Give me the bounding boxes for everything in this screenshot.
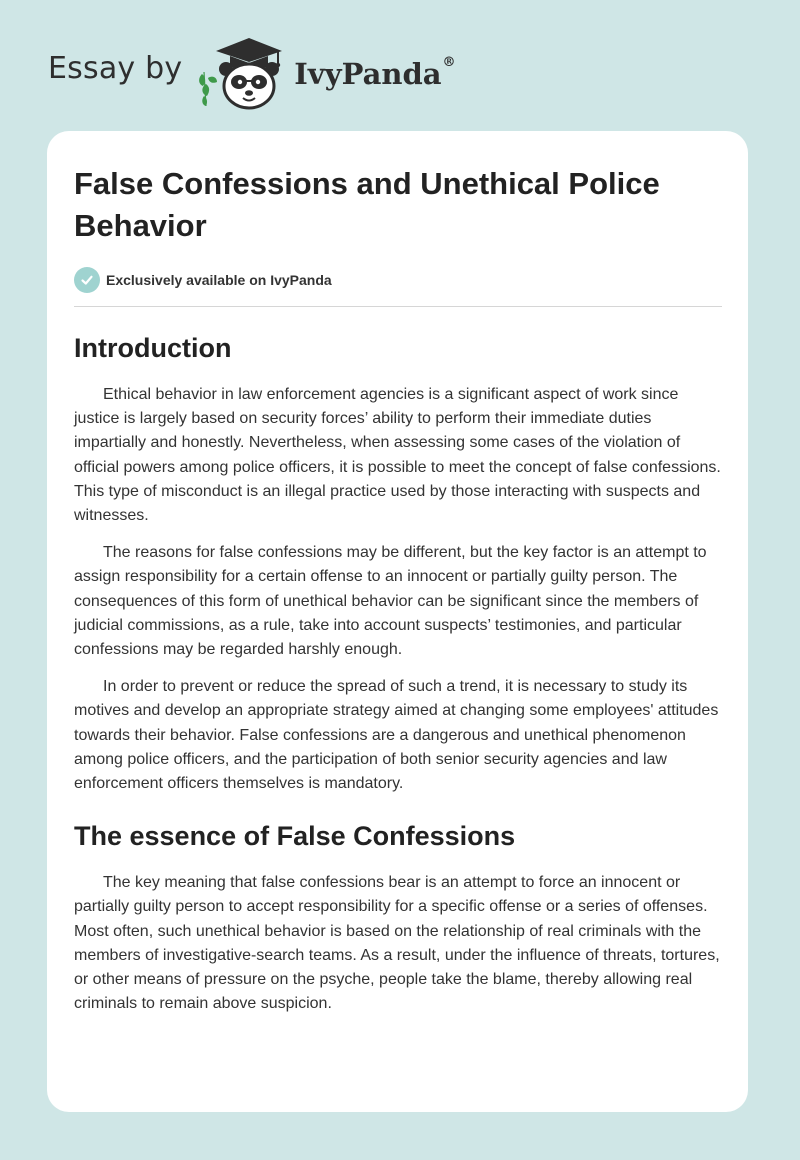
site-header — [48, 34, 456, 110]
check-icon — [74, 267, 100, 293]
paragraph: The key meaning that false confessions bear is an attempt to force an innocent or partially guilty person to accept responsibility for a specific offense or a series of offenses. Most often, such unethical behavior is based on the relationship of real criminals with the members of investigative-search teams. As a result, under the influence of threats, tortures, or other means of pressure on the psyche, people take the blame, thereby allowing real criminals to remain above suspicion. — [74, 874, 720, 1013]
exclusive-label: Exclusively available on IvyPanda — [106, 272, 332, 288]
paragraph: The reasons for false confessions may be different, but the key factor is an attempt to assign responsibility for a certain offense to an innocent or partially guilty person. The consequences of this form of unethical behavior can be significant since the members of judicial commissions, as a rule, take into account suspects’ testimonies, and particular confessions may be regarded harshly enough. — [74, 544, 707, 659]
paragraph: In order to prevent or reduce the spread of such a trend, it is necessary to study its motives and develop an appropriate strategy aimed at changing some employees' attitudes towards their behavior. False confessions are a dangerous and unethical phenomenon among police officers, and the participation of both senior security agencies and law enforcement officers themselves is mandatory. — [74, 678, 719, 793]
essay-by-label: Essay by — [48, 50, 183, 86]
exclusive-badge — [74, 267, 722, 293]
paragraph: Ethical behavior in law enforcement agencies is a significant aspect of work since justice is largely based on security forces’ ability to perform their immediate duties impartially and honestly. Nevertheless, when assessing some cases of the violation of official powers among police officers, it is possible to meet the concept of false confessions. This type of misconduct is an illegal practice used by those interacting with suspects and witnesses. — [74, 386, 721, 525]
divider — [74, 306, 722, 307]
ivy-leaf-icon — [199, 72, 217, 106]
article-title: False Confessions and Unethical Police Behavior — [74, 166, 660, 243]
panda-graduate-logo-icon[interactable] — [196, 34, 288, 110]
article-card — [47, 131, 748, 1112]
brand-name[interactable] — [294, 57, 455, 91]
section-heading-introduction: Introduction — [74, 333, 232, 363]
section-heading-essence: The essence of False Confessions — [74, 821, 516, 852]
registered-mark: ® — [442, 55, 456, 70]
brand-label: IvyPanda — [294, 57, 442, 91]
